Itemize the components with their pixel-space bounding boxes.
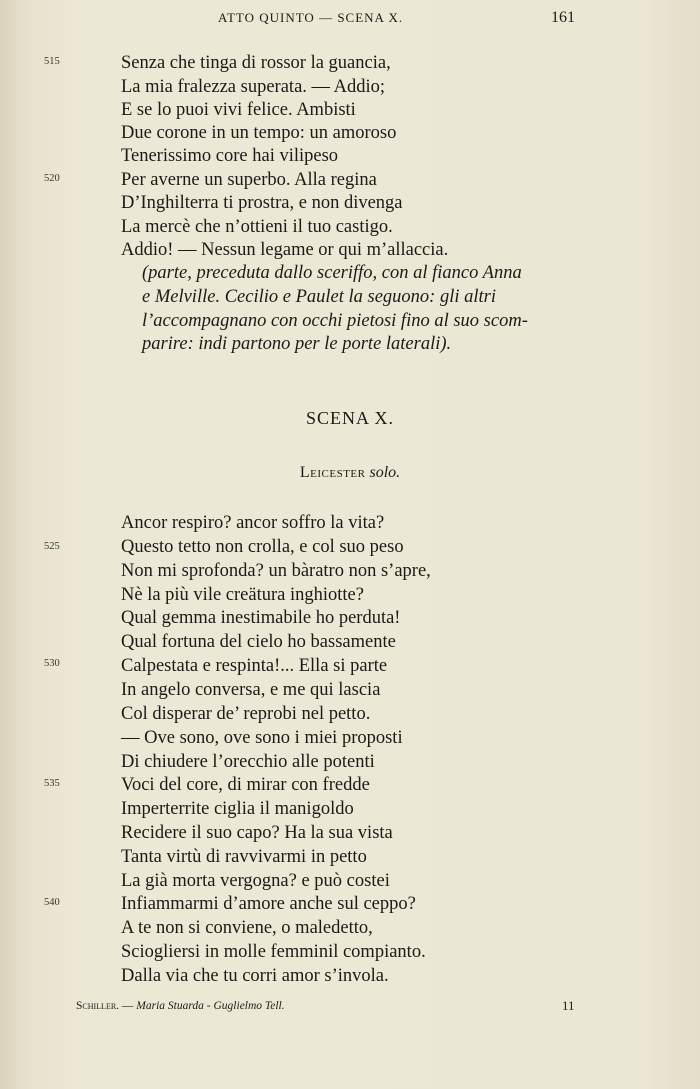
verse-line: Recidere il suo capo? Ha la sua vista <box>121 823 393 843</box>
verse-line: Nè la più vile creätura inghiotte? <box>121 585 364 605</box>
stage-direction-line: (parte, preceduta dallo sceriffo, con al fianco Anna <box>142 263 522 283</box>
running-title: ATTO QUINTO — SCENA X. <box>218 10 404 25</box>
verse-line: Tenerissimo core hai vilipeso <box>121 146 339 166</box>
verse-line: Non mi sprofonda? un bàratro non s’apre, <box>121 561 431 581</box>
page-footer <box>0 1000 700 1020</box>
verse-line: Senza che tinga di rossor la guancia, <box>121 53 391 73</box>
verse-line: La mia fralezza superata. — Addio; <box>121 77 386 97</box>
scene-heading: SCENA X. <box>305 408 394 428</box>
verse-line: D’Inghilterra ti prostra, e non divenga <box>121 193 403 213</box>
speaker-note: solo. <box>369 464 401 481</box>
line-number: 520 <box>44 173 60 184</box>
line-number: 540 <box>44 897 60 908</box>
verse-line: Ancor respiro? ancor soffro la vita? <box>121 513 385 533</box>
verse-line: — Ove sono, ove sono i miei proposti <box>121 728 403 748</box>
verse-line: Qual fortuna del cielo ho bassamente <box>121 632 396 652</box>
stage-direction-line: e Melville. Cecilio e Paulet la seguono: gli altri <box>142 287 496 307</box>
verse-line: Per averne un superbo. Alla regina <box>121 170 377 190</box>
verse-line: In angelo conversa, e me qui lascia <box>121 680 381 700</box>
verse-line: Voci del core, di mirar con fredde <box>121 775 370 795</box>
verse-line: Questo tetto non crolla, e col suo peso <box>121 537 404 557</box>
signature-mark: 11 <box>562 998 575 1013</box>
line-number: 515 <box>44 56 60 67</box>
stage-direction-line: l’accompagnano con occhi pietosi fino al suo scom- <box>142 311 528 331</box>
verse-line: E se lo puoi vivi felice. Ambisti <box>121 100 356 120</box>
verse-line: Addio! — Nessun legame or qui m’allaccia. <box>121 240 449 260</box>
verse-line: Imperterrite ciglia il manigoldo <box>121 799 354 819</box>
verse-line: Tanta virtù di ravvivarmi in petto <box>121 847 367 867</box>
verse-line: A te non si conviene, o maledetto, <box>121 918 373 938</box>
verse-line: Sciogliersi in molle femminil compianto. <box>121 942 426 962</box>
line-number: 530 <box>44 658 60 669</box>
verse-line: Col disperar de’ reprobi nel petto. <box>121 704 371 724</box>
verse-line: Infiammarmi d’amore anche sul ceppo? <box>121 894 416 914</box>
speaker-name: Leicester <box>299 464 366 481</box>
footer-dash: — <box>121 1000 134 1012</box>
verse-line: Due corone in un tempo: un amoroso <box>121 123 397 143</box>
footer-author: Schiller. <box>76 1000 120 1012</box>
speaker-heading <box>0 464 700 482</box>
verse-line: La mercè che n’ottieni il tuo castigo. <box>121 217 393 237</box>
verse-line: Dalla via che tu corri amor s’invola. <box>121 966 389 986</box>
running-header <box>0 10 700 30</box>
footer-title: Maria Stuarda - Guglielmo Tell. <box>136 1000 285 1012</box>
line-number: 525 <box>44 541 60 552</box>
page-number: 161 <box>551 9 575 26</box>
verse-line: Di chiudere l’orecchio alle potenti <box>121 752 375 772</box>
verse-line: La già morta vergogna? e può costei <box>121 871 390 891</box>
stage-direction-line: parire: indi partono per le porte laterali). <box>142 334 452 354</box>
line-number: 535 <box>44 778 60 789</box>
verse-line: Qual gemma inestimabile ho perduta! <box>121 608 401 628</box>
verse-line: Calpestata e respinta!... Ella si parte <box>121 656 388 676</box>
footer-credit <box>76 1000 285 1012</box>
